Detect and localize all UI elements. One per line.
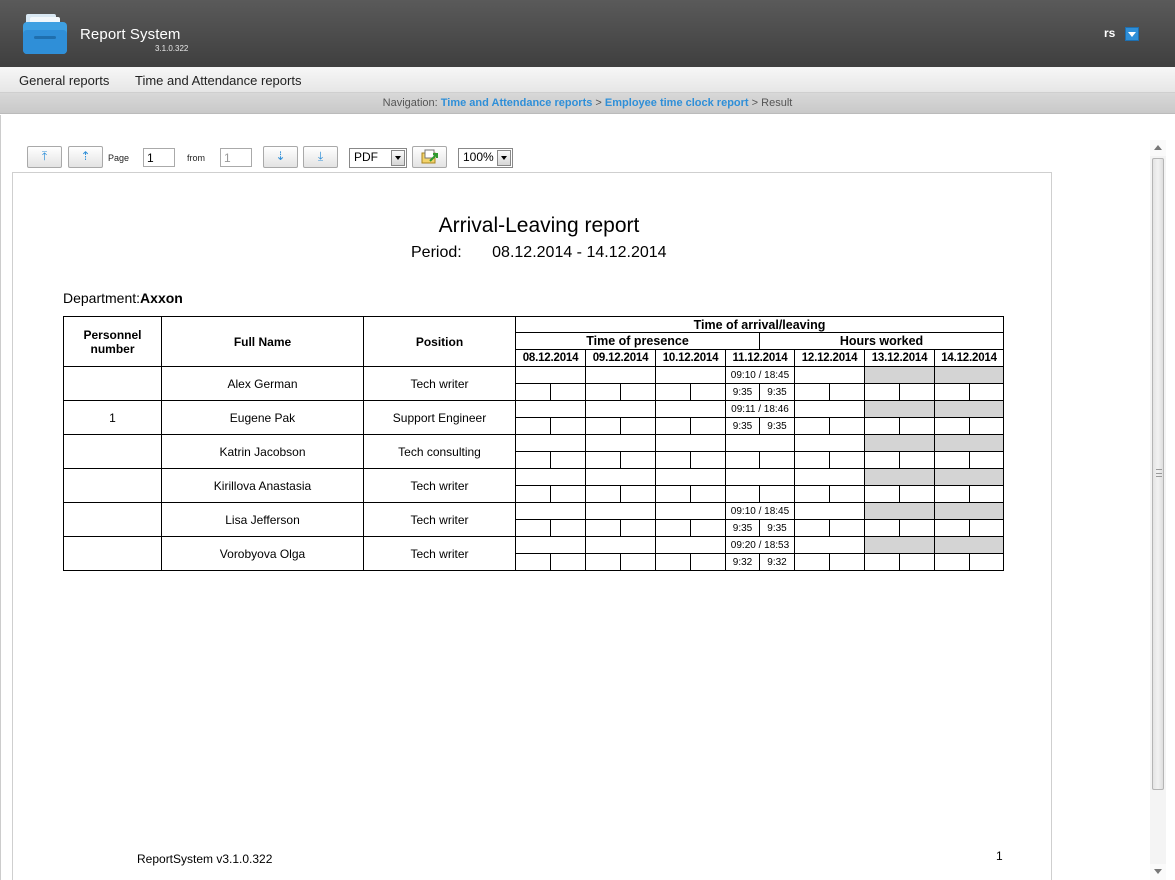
presence-time-cell [691,520,726,537]
arrival-leaving-cell [795,503,865,520]
presence-time-cell [586,384,621,401]
presence-time-cell [865,486,900,503]
header-date: 11.12.2014 [726,350,795,367]
presence-time-cell [795,384,830,401]
presence-time-cell [865,520,900,537]
grip-icon [1156,469,1162,477]
chevron-down-icon[interactable] [1125,27,1139,41]
presence-time-cell [586,452,621,469]
presence-time-cell [621,452,656,469]
header-personnel-number: Personnel number [64,317,162,367]
arrival-leaving-cell: 09:20 / 18:53 [726,537,795,554]
presence-time-cell [865,452,900,469]
presence-time-cell [900,520,935,537]
report-title: Arrival-Leaving report [438,214,640,237]
arrival-leaving-cell [656,367,726,384]
header-date: 10.12.2014 [656,350,726,367]
presence-time-cell [935,554,970,571]
arrival-leaving-cell [516,435,586,452]
presence-time-cell [865,418,900,435]
breadcrumb-separator: > [751,97,759,109]
vertical-scrollbar[interactable] [1150,140,1166,880]
presence-time-cell [621,384,656,401]
export-button[interactable] [412,146,447,168]
presence-time-cell [970,486,1004,503]
full-name-cell: Katrin Jacobson [162,435,364,469]
header-position: Position [364,317,516,367]
presence-time-cell [656,486,691,503]
presence-time-cell [586,520,621,537]
department-label: Department: [63,290,141,306]
presence-time-cell [970,384,1004,401]
presence-time-cell [970,554,1004,571]
header-date: 12.12.2014 [795,350,865,367]
arrow-first-icon: ⤒ [41,149,48,163]
app-version: 3.1.0.322 [155,44,189,53]
presence-time-cell [691,486,726,503]
app-header [0,0,1175,67]
presence-time-cell [935,520,970,537]
chevron-down-icon [497,150,511,166]
presence-time-cell [516,520,551,537]
from-label: from [187,153,205,163]
arrival-leaving-cell [726,469,795,486]
presence-time-cell [795,486,830,503]
menu-general-reports[interactable]: General reports [19,73,110,88]
header-full-name: Full Name [162,317,364,367]
arrival-leaving-cell [865,435,935,452]
presence-time-cell [691,418,726,435]
arrival-leaving-cell [795,435,865,452]
presence-time-cell [900,486,935,503]
presence-time-cell [865,384,900,401]
presence-time-cell [865,554,900,571]
export-icon [420,149,440,165]
presence-time-cell [970,418,1004,435]
header-date: 08.12.2014 [516,350,586,367]
personnel-number-cell: 1 [64,401,162,435]
position-cell: Tech writer [364,503,516,537]
presence-time-cell [551,520,586,537]
arrival-leaving-cell [656,435,726,452]
full-name-cell: Vorobyova Olga [162,537,364,571]
presence-time-cell [691,384,726,401]
presence-time-cell [830,452,865,469]
arrival-leaving-cell: 09:11 / 18:46 [726,401,795,418]
presence-time-cell [830,520,865,537]
menu-bar [0,67,1175,93]
presence-time-cell [621,418,656,435]
folder-icon [22,12,68,56]
presence-time-cell [760,452,795,469]
arrival-leaving-cell [516,401,586,418]
presence-time-cell [516,418,551,435]
table-row [64,503,1004,520]
user-name[interactable]: rs [1104,26,1116,40]
table-row [64,537,1004,554]
position-cell: Tech consulting [364,435,516,469]
arrival-leaving-cell [795,401,865,418]
department-value: Axxon [140,290,183,306]
arrival-leaving-cell [656,401,726,418]
arrival-leaving-cell [586,367,656,384]
presence-time-cell [900,554,935,571]
position-cell: Tech writer [364,367,516,401]
presence-time-cell [656,384,691,401]
presence-time-cell [551,384,586,401]
presence-time-cell [900,418,935,435]
arrival-leaving-cell [516,469,586,486]
table-row [64,469,1004,486]
scroll-down-icon[interactable] [1150,864,1166,880]
personnel-number-cell [64,537,162,571]
header-hours-worked: Hours worked [760,333,1004,350]
personnel-number-cell [64,435,162,469]
period-label: Period: [411,244,462,261]
next-page-button[interactable] [263,146,298,168]
arrival-leaving-cell [516,503,586,520]
scroll-thumb[interactable] [1152,158,1164,790]
arrival-leaving-cell [865,503,935,520]
presence-time-cell: 9:35 [726,384,760,401]
arrival-leaving-cell [935,401,1004,418]
full-name-cell: Kirillova Anastasia [162,469,364,503]
arrival-leaving-cell [586,435,656,452]
presence-time-cell [691,554,726,571]
personnel-number-cell [64,469,162,503]
presence-time-cell [586,486,621,503]
presence-time-cell [656,452,691,469]
presence-time-cell [830,418,865,435]
presence-time-cell [795,418,830,435]
arrival-leaving-cell [795,367,865,384]
arrival-leaving-cell [935,469,1004,486]
presence-time-cell [551,418,586,435]
arrival-leaving-cell [726,435,795,452]
presence-time-cell [656,554,691,571]
presence-time-cell [760,486,795,503]
arrival-leaving-cell [586,469,656,486]
presence-time-cell [691,452,726,469]
arrival-leaving-cell [516,537,586,554]
app-title: Report System [80,26,181,43]
position-cell: Support Engineer [364,401,516,435]
presence-time-cell [586,418,621,435]
arrival-leaving-cell [656,537,726,554]
presence-time-cell: 9:32 [760,554,795,571]
arrival-leaving-cell [586,401,656,418]
full-name-cell: Alex German [162,367,364,401]
breadcrumb-link-time-attendance[interactable]: Time and Attendance reports [440,97,593,109]
presence-time-cell [516,384,551,401]
arrival-leaving-cell [935,435,1004,452]
full-name-cell: Eugene Pak [162,401,364,435]
page-label: Page [108,153,130,163]
presence-time-cell [551,486,586,503]
last-page-button[interactable] [303,146,338,168]
personnel-number-cell [64,367,162,401]
format-value: PDF [354,150,378,164]
presence-time-cell: 9:35 [760,520,795,537]
arrival-leaving-cell [795,537,865,554]
presence-time-cell [970,520,1004,537]
presence-time-cell [551,554,586,571]
department [63,290,183,306]
chevron-down-icon [391,150,405,166]
prev-page-button[interactable] [68,146,103,168]
first-page-button[interactable] [27,146,62,168]
presence-time-cell [935,384,970,401]
presence-time-cell: 9:32 [726,554,760,571]
position-cell: Tech writer [364,469,516,503]
arrival-leaving-cell [865,537,935,554]
presence-time-cell [621,520,656,537]
breadcrumb-link-employee-clock[interactable]: Employee time clock report [604,97,749,109]
presence-time-cell [516,452,551,469]
arrival-leaving-cell [586,503,656,520]
breadcrumb-label: Navigation: [382,97,438,109]
arrival-leaving-cell [865,401,935,418]
arrival-leaving-cell [865,469,935,486]
header-date: 14.12.2014 [935,350,1004,367]
arrival-leaving-cell [586,537,656,554]
presence-time-cell [900,452,935,469]
presence-time-cell [970,452,1004,469]
breadcrumb [0,93,1175,114]
presence-time-cell: 9:35 [760,418,795,435]
table-row [64,435,1004,452]
presence-time-cell [830,554,865,571]
arrival-leaving-cell: 09:10 / 18:45 [726,503,795,520]
total-pages-field [220,148,252,167]
personnel-number-cell [64,503,162,537]
table-row [64,367,1004,384]
header-time-arrival-leaving: Time of arrival/leaving [516,317,1004,333]
arrival-leaving-cell [516,367,586,384]
presence-time-cell [726,452,760,469]
header-date: 09.12.2014 [586,350,656,367]
breadcrumb-separator: > [595,97,602,109]
arrival-leaving-cell [795,469,865,486]
arrow-last-icon: ⤓ [317,149,324,163]
format-select[interactable] [349,148,407,168]
arrow-down-icon: ⇣ [275,149,286,163]
header-time-of-presence: Time of presence [516,333,760,350]
scroll-up-icon[interactable] [1150,140,1166,156]
arrival-leaving-cell [656,469,726,486]
presence-time-cell [935,486,970,503]
presence-time-cell: 9:35 [760,384,795,401]
arrival-leaving-cell: 09:10 / 18:45 [726,367,795,384]
presence-time-cell: 9:35 [726,520,760,537]
presence-time-cell [795,520,830,537]
menu-time-attendance-reports[interactable]: Time and Attendance reports [135,73,302,88]
period-value: 08.12.2014 - 14.12.2014 [492,244,667,261]
presence-time-cell [656,520,691,537]
report-period [411,244,667,262]
presence-time-cell [621,486,656,503]
page-input[interactable] [143,148,175,167]
zoom-value: 100% [463,150,494,164]
arrival-leaving-cell [865,367,935,384]
presence-time-cell [621,554,656,571]
presence-time-cell [795,554,830,571]
presence-time-cell [830,486,865,503]
presence-time-cell [516,486,551,503]
presence-time-cell [795,452,830,469]
arrival-leaving-cell [935,537,1004,554]
full-name-cell: Lisa Jefferson [162,503,364,537]
footer-page-number: 1 [996,849,1003,863]
arrival-leaving-cell [935,367,1004,384]
zoom-select[interactable] [458,148,513,168]
presence-time-cell [656,418,691,435]
position-cell: Tech writer [364,537,516,571]
presence-time-cell [586,554,621,571]
breadcrumb-current: Result [761,97,793,109]
report-table [63,316,1004,571]
presence-time-cell [935,418,970,435]
presence-time-cell [935,452,970,469]
presence-time-cell [726,486,760,503]
header-date: 13.12.2014 [865,350,935,367]
presence-time-cell [516,554,551,571]
arrival-leaving-cell [656,503,726,520]
presence-time-cell [830,384,865,401]
arrow-up-icon: ⇡ [80,149,91,163]
presence-time-cell [900,384,935,401]
table-row [64,401,1004,418]
presence-time-cell: 9:35 [726,418,760,435]
presence-time-cell [551,452,586,469]
arrival-leaving-cell [935,503,1004,520]
footer-version: ReportSystem v3.1.0.322 [137,852,273,866]
